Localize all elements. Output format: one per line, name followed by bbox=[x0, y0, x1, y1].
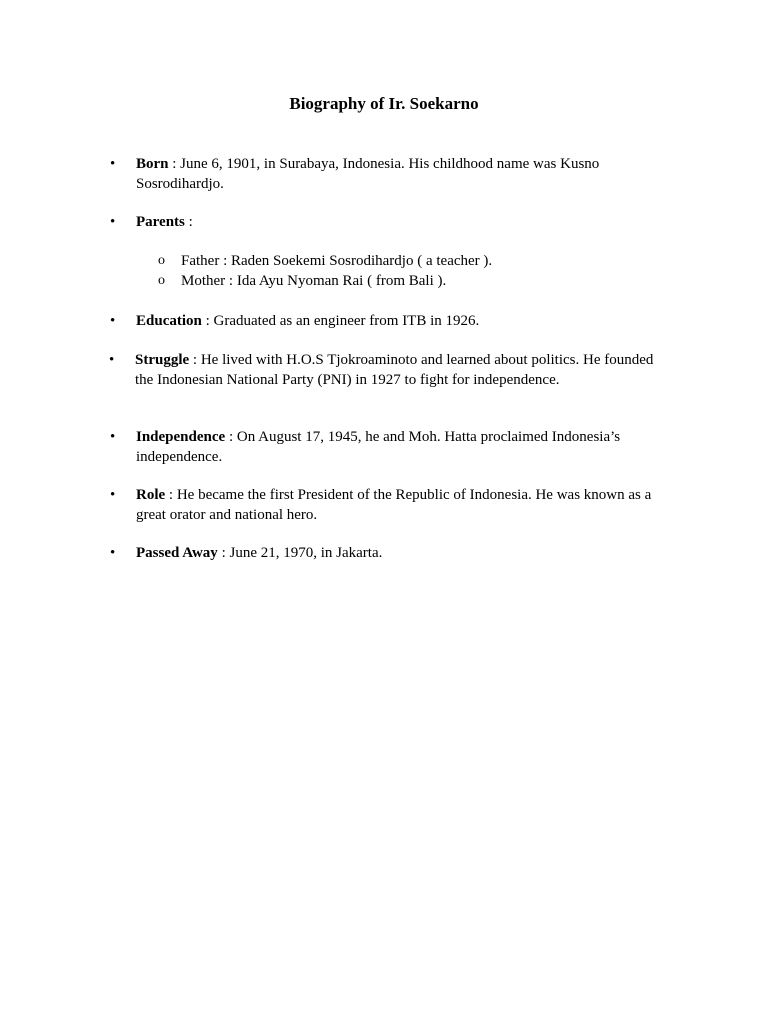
bullet-icon: • bbox=[110, 214, 116, 230]
item-text: : bbox=[184, 214, 193, 230]
item-label: Role bbox=[136, 487, 166, 503]
bullet-icon: • bbox=[110, 545, 116, 561]
circle-bullet-icon: o bbox=[158, 273, 165, 288]
item-text: : Graduated as an engineer from ITB in 1926. bbox=[201, 313, 480, 329]
item-text: : On August 17, 1945, he and Moh. Hatta proclaimed Indonesia’s independence. bbox=[136, 429, 621, 465]
item-label: Struggle bbox=[135, 352, 190, 368]
list-item-passed-away bbox=[110, 543, 666, 563]
list-item-role bbox=[110, 485, 666, 525]
bullet-icon: • bbox=[110, 156, 116, 172]
list-item-born bbox=[110, 154, 666, 194]
document-title: Biography of Ir. Soekarno bbox=[289, 94, 479, 113]
sub-item-text: Father : Raden Soekemi Sosrodihardjo ( a teacher ). bbox=[181, 253, 493, 269]
item-label: Born bbox=[136, 156, 169, 172]
list-item-independence bbox=[110, 427, 666, 467]
bullet-icon: • bbox=[110, 313, 116, 329]
list-item-parents bbox=[110, 212, 666, 232]
item-label: Passed Away bbox=[136, 545, 218, 561]
item-text: : June 21, 1970, in Jakarta. bbox=[217, 545, 383, 561]
bullet-icon: • bbox=[109, 352, 115, 368]
circle-bullet-icon: o bbox=[158, 253, 165, 268]
sub-item-father bbox=[158, 251, 661, 271]
bullet-icon: • bbox=[110, 429, 116, 445]
item-text: : June 6, 1901, in Surabaya, Indonesia. His childhood name was Kusno Sosrodihardjo. bbox=[136, 156, 600, 192]
item-text: : He became the first President of the Republic of Indonesia. He was known as a great orator and national hero. bbox=[136, 487, 652, 523]
item-label: Education bbox=[136, 313, 202, 329]
sub-item-text: Mother : Ida Ayu Nyoman Rai ( from Bali ). bbox=[181, 273, 447, 289]
list-item-education bbox=[110, 311, 666, 331]
item-label: Independence bbox=[136, 429, 226, 445]
sub-item-mother bbox=[158, 271, 661, 291]
bullet-icon: • bbox=[110, 487, 116, 503]
list-item-struggle bbox=[109, 350, 665, 390]
item-text: : He lived with H.O.S Tjokroaminoto and learned about politics. He founded the Indonesian National Party (PNI) in 1927 to fight for independence. bbox=[135, 352, 654, 388]
item-label: Parents bbox=[136, 214, 185, 230]
